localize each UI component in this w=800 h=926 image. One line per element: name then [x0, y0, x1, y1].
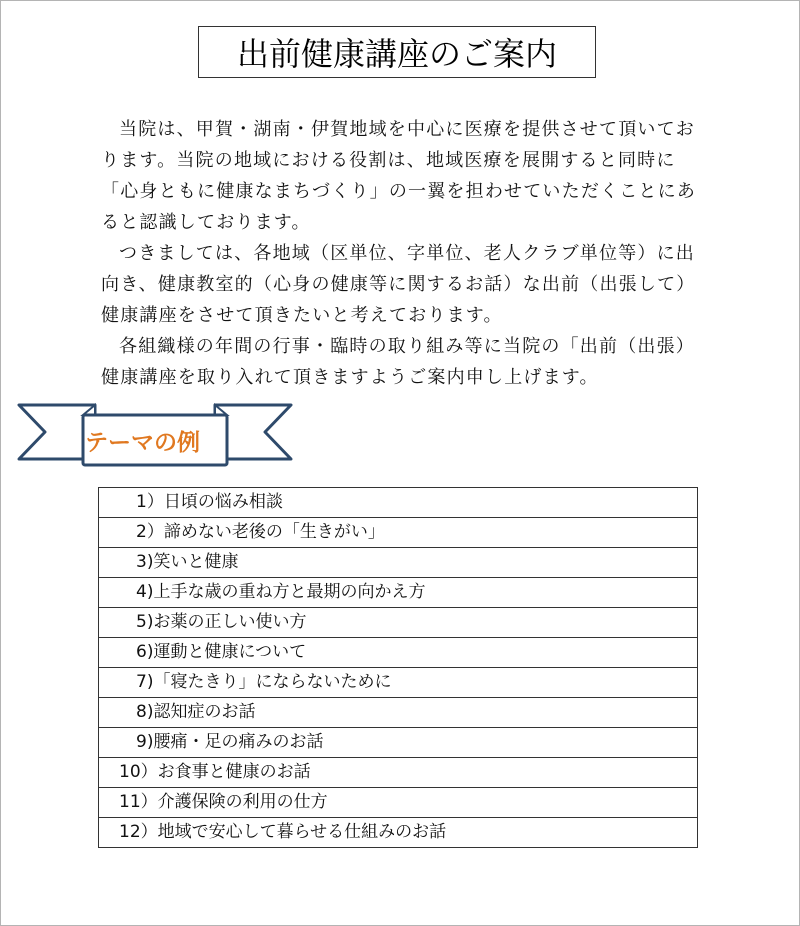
- intro-paragraph: 各組織様の年間の行事・臨時の取り組み等に当院の「出前（出張）健康講座を取り入れて頂きますようご案内申し上げます。: [101, 336, 695, 388]
- theme-item: 6)運動と健康について: [99, 638, 698, 668]
- intro-paragraph: 当院は、甲賀・湖南・伊賀地域を中心に医療を提供させて頂いております。当院の地域における役割は、地域医療を展開すると同時に「心身ともに健康なまちづくり」の一翼を担わせていただくことにあると認識しております。: [101, 119, 697, 233]
- page-title: 出前健康講座のご案内: [236, 35, 557, 73]
- theme-table: [98, 487, 698, 848]
- theme-item: 9)腰痛・足の痛みのお話: [99, 728, 698, 758]
- table-row: [99, 668, 698, 698]
- table-row: [99, 518, 698, 548]
- theme-item: 8)認知症のお話: [99, 698, 698, 728]
- table-row: [99, 638, 698, 668]
- theme-item: 3)笑いと健康: [99, 548, 698, 578]
- table-row: [99, 548, 698, 578]
- theme-item: 4)上手な歳の重ね方と最期の向かえ方: [99, 578, 698, 608]
- title-box: [198, 26, 596, 78]
- intro-paragraph: つきましては、各地域（区単位、字単位、老人クラブ単位等）に出向き、健康教室的（心身の健康等に関するお話）な出前（出張して）健康講座をさせて頂きたいと考えております。: [101, 243, 696, 326]
- table-row: [99, 698, 698, 728]
- table-row: [99, 608, 698, 638]
- table-row: [99, 488, 698, 518]
- table-row: [99, 728, 698, 758]
- table-row: [99, 788, 698, 818]
- intro-text: [101, 114, 701, 393]
- table-row: [99, 818, 698, 848]
- theme-item: 5)お薬の正しい使い方: [99, 608, 698, 638]
- theme-item: 1）日頃の悩み相談: [99, 488, 698, 518]
- theme-item: 12）地域で安心して暮らせる仕組みのお話: [99, 818, 698, 848]
- table-row: [99, 578, 698, 608]
- theme-item: 11）介護保険の利用の仕方: [99, 788, 698, 818]
- theme-item: 7)「寝たきり」にならないために: [99, 668, 698, 698]
- ribbon-label: テーマの例: [85, 430, 200, 456]
- table-row: [99, 758, 698, 788]
- theme-item: 2）諦めない老後の「生きがい」: [99, 518, 698, 548]
- theme-item: 10）お食事と健康のお話: [99, 758, 698, 788]
